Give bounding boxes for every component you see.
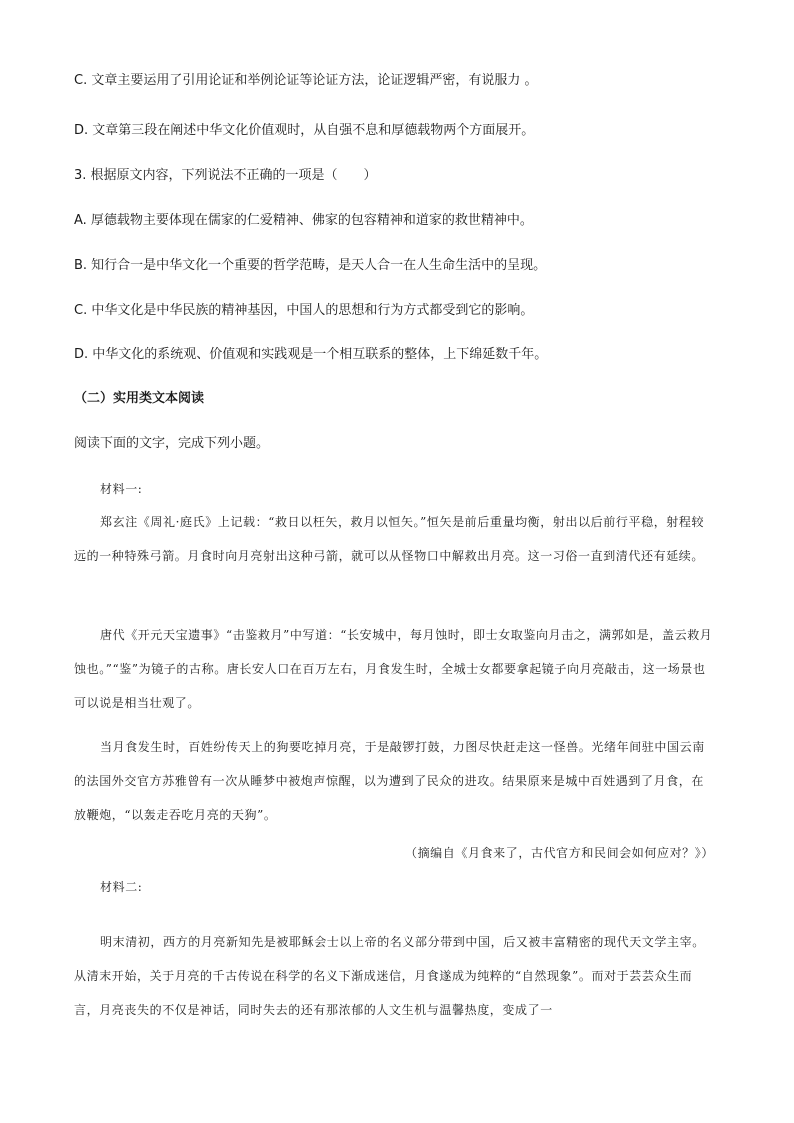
material-one-source: （摘编自《月食来了，古代官方和民间会如何应对？》） <box>404 846 714 860</box>
material-one-paragraph-1: 郑玄注《周礼·庭氏》上记载：“救日以枉矢，救月以恒矢。”恒矢是前后重量均衡，射出以后前行平稳，射程较远的一种特殊弓箭。月食时向月亮射出这种弓箭，就可以从怪物口中解救出月亮。这一习俗一直到清代还有延续。 <box>74 515 705 563</box>
q2-option-c: C. 文章主要运用了引用论证和举例论证等论证方法，论证逻辑严密，有说服力 。 <box>74 73 538 88</box>
instruction-text: 阅读下面的文字，完成下列小题。 <box>74 436 270 451</box>
q3-option-b: B. 知行合一是中华文化一个重要的哲学范畴，是天人合一在人生命生活中的呈现。 <box>74 258 547 273</box>
material-two-paragraph-1: 明末清初，西方的月亮新知先是被耶稣会士以上帝的名义部分带到中国，后又被丰富精密的现代天文学主宰。从清末开始，关于月亮的千古传说在科学的名义下渐成迷信，月食遂成为纯粹的“自然现象”。而对于芸芸众生而言，月亮丧失的不仅是神话，同时失去的还有那浓郁的人文生机与温馨热度，变成了一 <box>74 935 705 1017</box>
q3-stem: 3. 根据原文内容，下列说法不正确的一项是（ ） <box>74 168 377 183</box>
q3-option-a: A. 厚德载物主要体现在儒家的仁爱精神、佛家的包容精神和道家的救世精神中。 <box>74 213 533 228</box>
material-one-label: 材料一: <box>100 482 143 496</box>
q3-option-c: C. 中华文化是中华民族的精神基因，中国人的思想和行为方式都受到它的影响。 <box>74 303 534 318</box>
material-one-paragraph-3: 当月食发生时，百姓纷传天上的狗要吃掉月亮，于是敲锣打鼓，力图尽快赶走这一怪兽。光绪年间驻中国云南的法国外交官方苏雅曾有一次从睡梦中被炮声惊醒，以为遭到了民众的进攻。结果原来是城中百姓遇到了月食，在放鞭炮，“以轰走吞吃月亮的天狗”。 <box>74 740 705 822</box>
q2-option-d: D. 文章第三段在阐述中华文化价值观时，从自强不息和厚德载物两个方面展开。 <box>74 123 535 138</box>
q3-option-d: D. 中华文化的系统观、价值观和实践观是一个相互联系的整体，上下绵延数千年。 <box>74 347 548 362</box>
section-title: （二）实用类文本阅读 <box>74 391 205 406</box>
material-one-paragraph-2: 唐代《开元天宝遗事》“击鉴救月”中写道：“长安城中，每月蚀时，即士女取鉴向月击之，满郭如是，盖云救月蚀也。”“鉴”为镜子的古称。唐长安人口在百万左右，月食发生时，全城士女都要拿起镜子向月亮敲击，这一场景也可以说是相当壮观了。 <box>74 628 713 710</box>
material-two-label: 材料二: <box>100 880 143 894</box>
